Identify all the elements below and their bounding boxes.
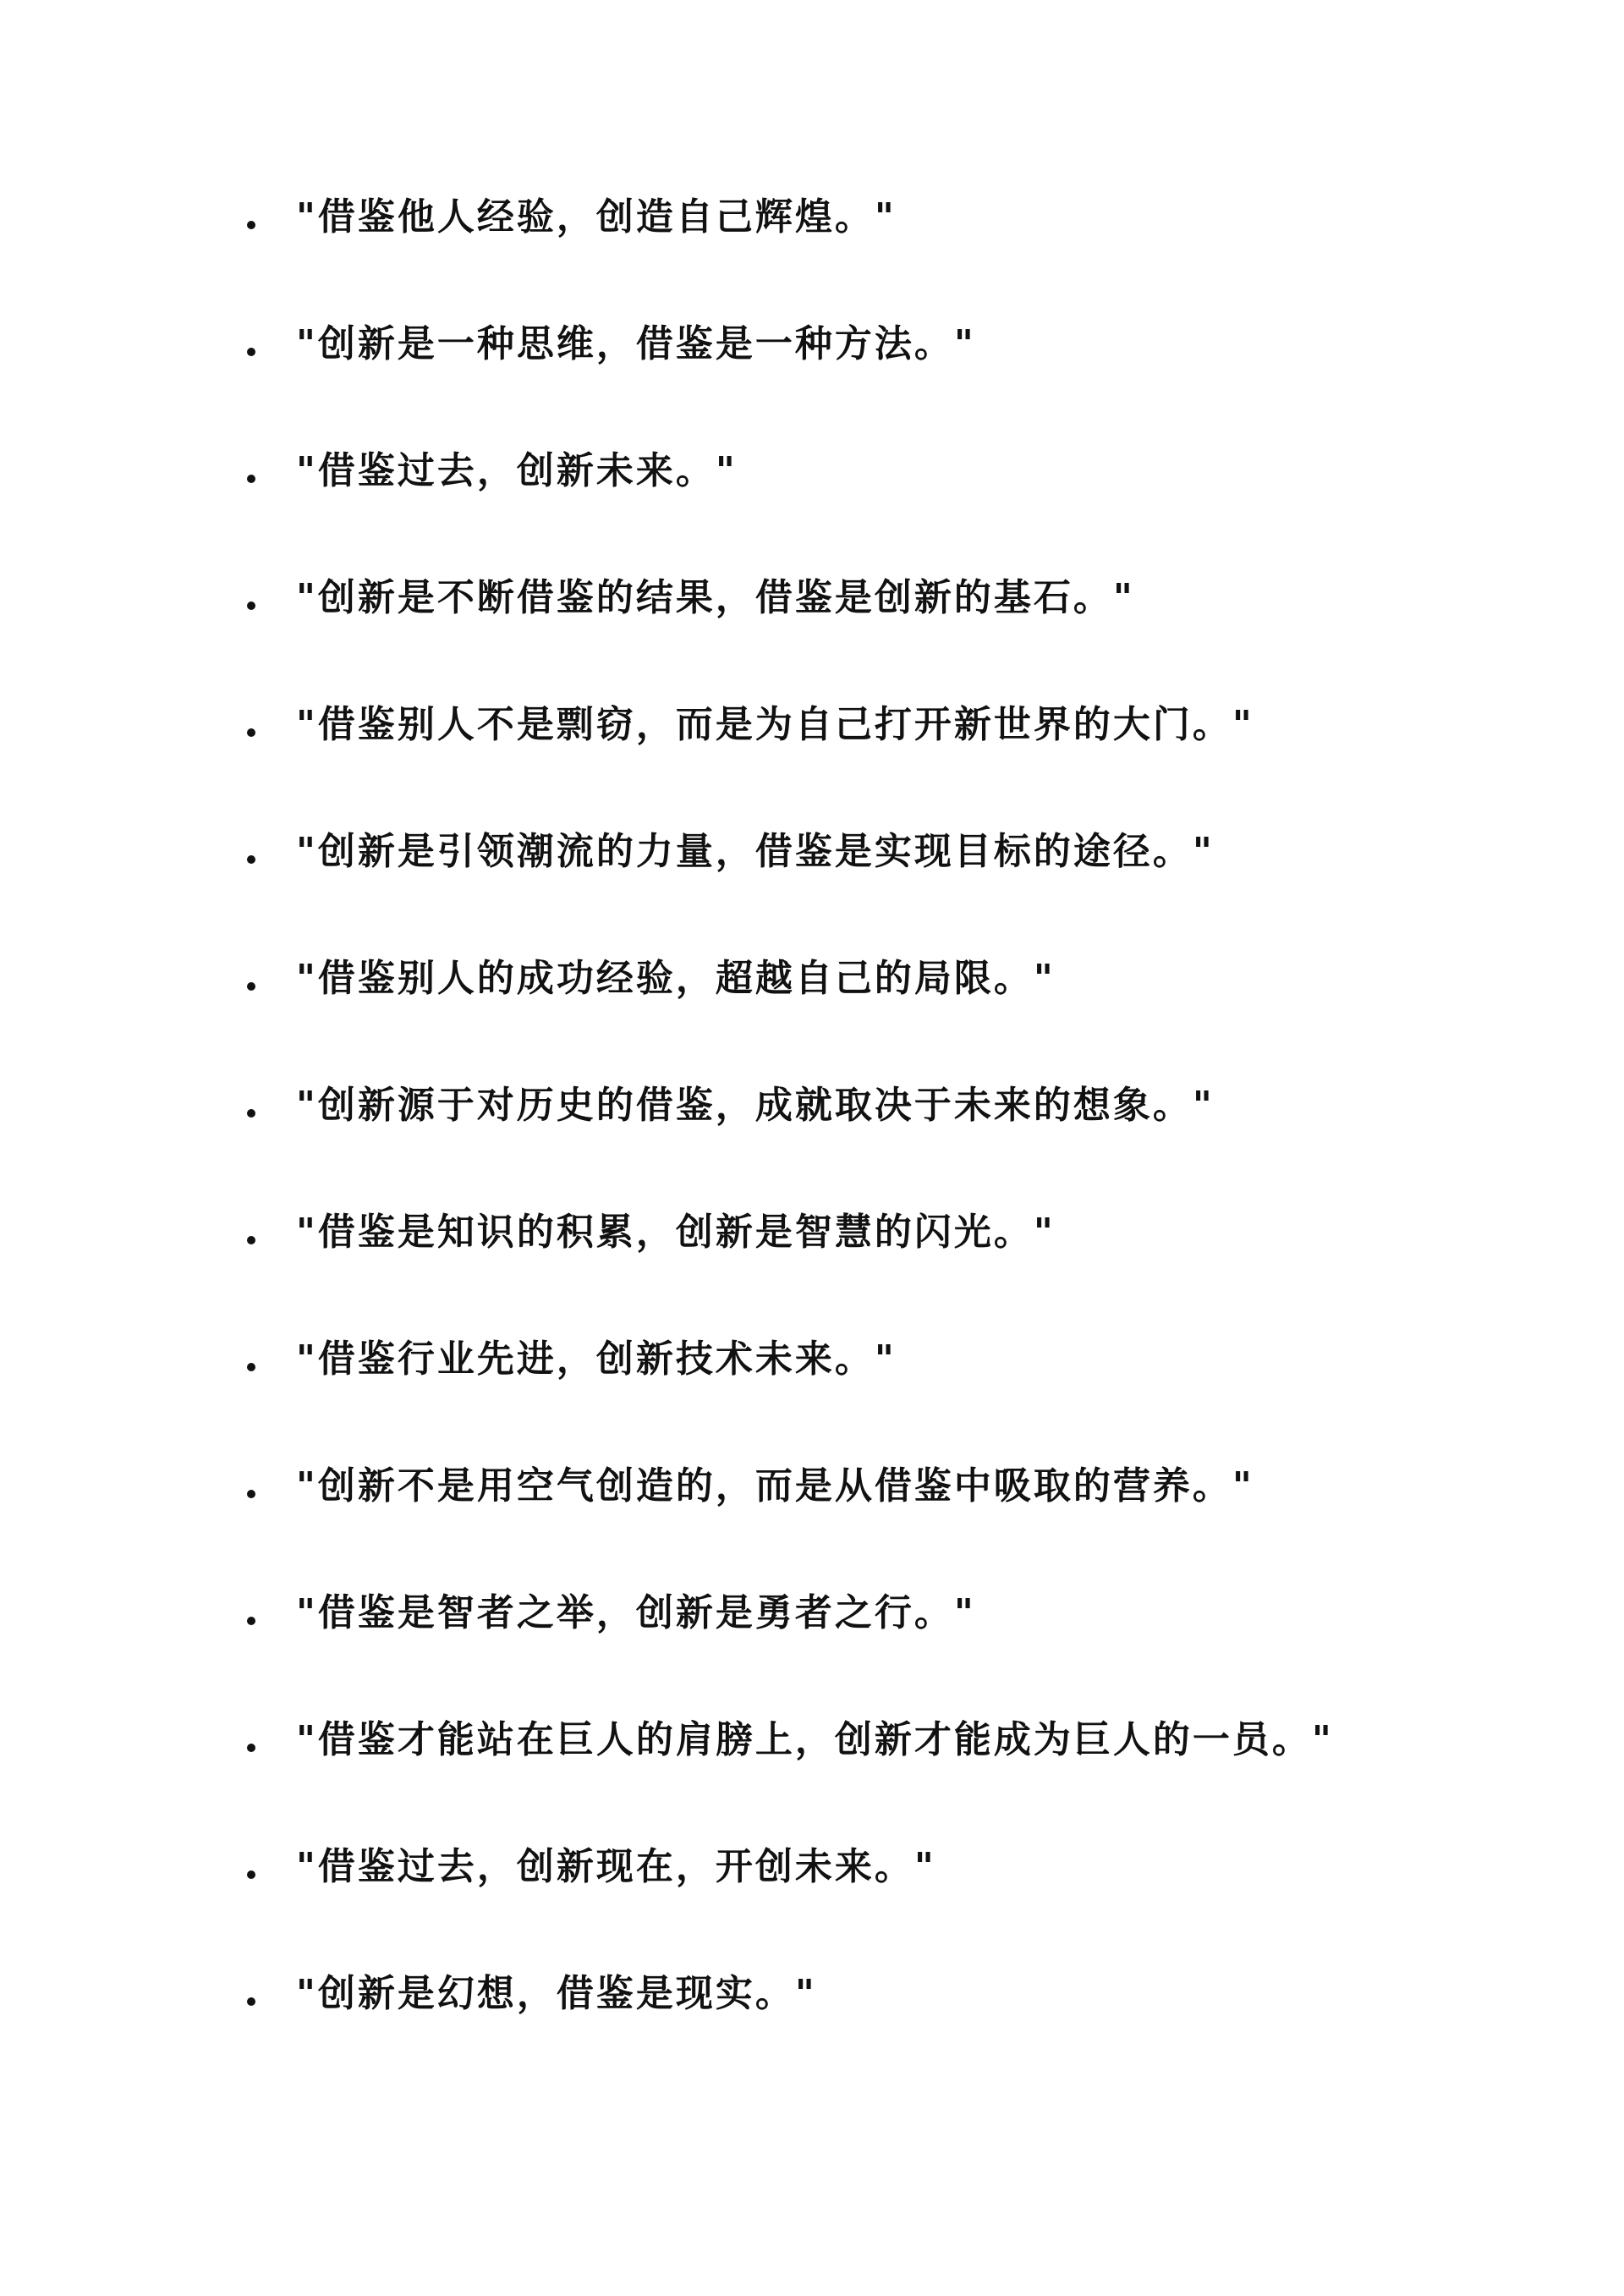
list-item — [0, 319, 1522, 446]
list-item — [0, 1969, 1522, 2096]
quote-text: "创新是不断借鉴的结果，借鉴是创新的基石。" — [296, 576, 1135, 619]
bullet-icon — [247, 728, 255, 737]
list-item — [0, 1080, 1522, 1207]
quote-text: "创新是引领潮流的力量，借鉴是实现目标的途径。" — [296, 830, 1215, 873]
list-item — [0, 827, 1522, 953]
list-item — [0, 1461, 1522, 1588]
quote-text: "创新源于对历史的借鉴，成就取决于未来的想象。" — [296, 1084, 1215, 1127]
bullet-icon — [247, 1744, 255, 1752]
list-item — [0, 1715, 1522, 1842]
quote-text: "创新不是用空气创造的，而是从借鉴中吸取的营养。" — [296, 1464, 1254, 1508]
bullet-icon — [247, 1997, 255, 2006]
bullet-icon — [247, 855, 255, 864]
list-item — [0, 192, 1522, 319]
quote-text: "借鉴别人的成功经验，超越自己的局限。" — [296, 957, 1056, 1000]
quote-text: "借鉴过去，创新现在，开创未来。" — [296, 1845, 936, 1888]
bullet-icon — [247, 1490, 255, 1498]
list-item — [0, 446, 1522, 573]
list-item — [0, 1842, 1522, 1969]
quote-text: "创新是一种思维，借鉴是一种方法。" — [296, 322, 976, 365]
list-item — [0, 700, 1522, 827]
quote-text: "借鉴他人经验，创造自己辉煌。" — [296, 195, 897, 239]
quote-text: "借鉴是智者之举，创新是勇者之行。" — [296, 1591, 976, 1634]
quote-text: "借鉴行业先进，创新技术未来。" — [296, 1338, 897, 1381]
bullet-icon — [247, 982, 255, 991]
bullet-icon — [247, 1236, 255, 1244]
list-item — [0, 573, 1522, 700]
bullet-icon — [247, 221, 255, 229]
list-item — [0, 1334, 1522, 1461]
list-item — [0, 1207, 1522, 1334]
quote-text: "借鉴才能站在巨人的肩膀上，创新才能成为巨人的一员。" — [296, 1718, 1334, 1761]
quote-list — [0, 192, 1522, 2096]
bullet-icon — [247, 475, 255, 483]
bullet-icon — [247, 1363, 255, 1371]
quote-text: "借鉴过去，创新未来。" — [296, 449, 738, 492]
bullet-icon — [247, 1109, 255, 1118]
bullet-icon — [247, 348, 255, 356]
quote-text: "借鉴别人不是剽窃，而是为自己打开新世界的大门。" — [296, 703, 1254, 746]
bullet-icon — [247, 601, 255, 610]
bullet-icon — [247, 1617, 255, 1625]
list-item — [0, 1588, 1522, 1715]
quote-text: "借鉴是知识的积累，创新是智慧的闪光。" — [296, 1211, 1056, 1254]
quote-text: "创新是幻想，借鉴是现实。" — [296, 1972, 817, 2015]
bullet-icon — [247, 1870, 255, 1879]
list-item — [0, 953, 1522, 1080]
